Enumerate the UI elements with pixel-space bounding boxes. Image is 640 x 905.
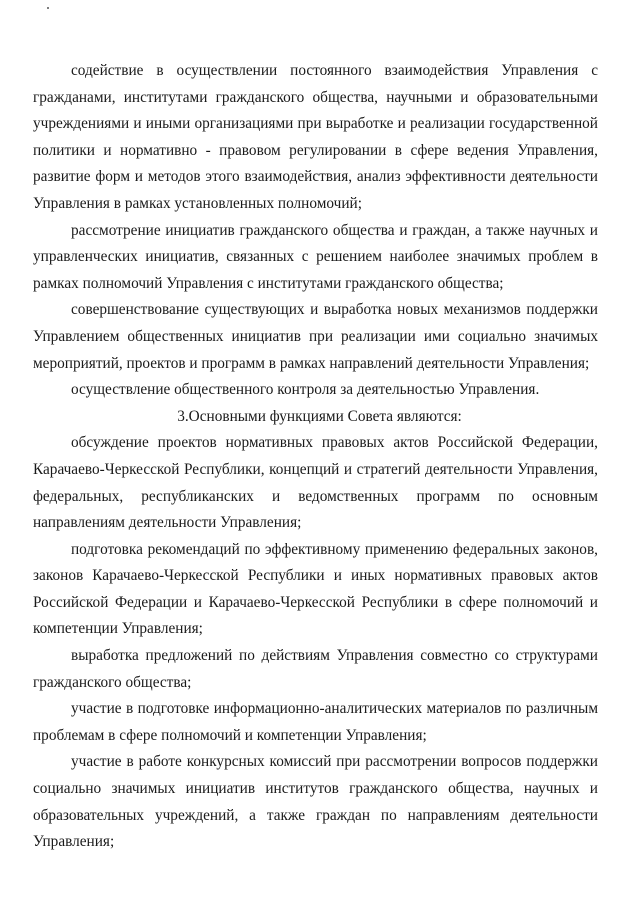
scan-speck [47,7,49,9]
paragraph-support-mechanisms: совершенствование существующих и выработка новых механизмов поддержки Управлением общественных инициатив при реализации ими социально значимых мероприятий, проектов и программ в рамках направлений деятельности Управления; [33,301,598,372]
function-item-discussion: обсуждение проектов нормативных правовых актов Российской Федерации, Карачаево-Черкесской Республики, концепций и стратегий деятельности Управления, федеральных, республиканских и ведомственных программ по основным направлениям деятельности Управления; [33,434,598,532]
function-item-analytics: участие в подготовке информационно-аналитических материалов по различным проблемам в сфере полномочий и компетенции Управления; [33,700,598,744]
document-body [33,58,598,856]
section-heading: 3.Основными функциями Совета являются: [177,407,462,425]
paragraph-initiatives: рассмотрение инициатив гражданского общества и граждан, а также научных и управленческих инициатив, связанных с решением наиболее значимых проблем в рамках полномочий Управления с институтами гражданского общества; [33,221,598,292]
paragraph-public-control: осуществление общественного контроля за деятельностью Управления. [71,381,540,399]
function-item-proposals: выработка предложений по действиям Управления совместно со структурами гражданского общества; [33,647,598,691]
function-item-recommendations: подготовка рекомендаций по эффективному применению федеральных законов, законов Карачаево-Черкесской Республики и иных нормативных правовых актов Российской Федерации и Карачаево-Черкесской Республики в сфере полномочий и компетенции Управления; [33,540,598,638]
function-item-competitions: участие в работе конкурсных комиссий при рассмотрении вопросов поддержки социально значимых инициатив институтов гражданского общества, научных и образовательных учреждений, а также граждан по направлениям деятельности Управления; [33,753,598,851]
paragraph-interaction: содействие в осуществлении постоянного взаимодействия Управления с гражданами, институтами гражданского общества, научными и образовательными учреждениями и иными организациями при выработке и реализации государственной политики и нормативно - правовом регулировании в сфере ведения Управления, развитие форм и методов этого взаимодействия, анализ эффективности деятельности Управления в рамках установленных полномочий; [33,62,598,212]
